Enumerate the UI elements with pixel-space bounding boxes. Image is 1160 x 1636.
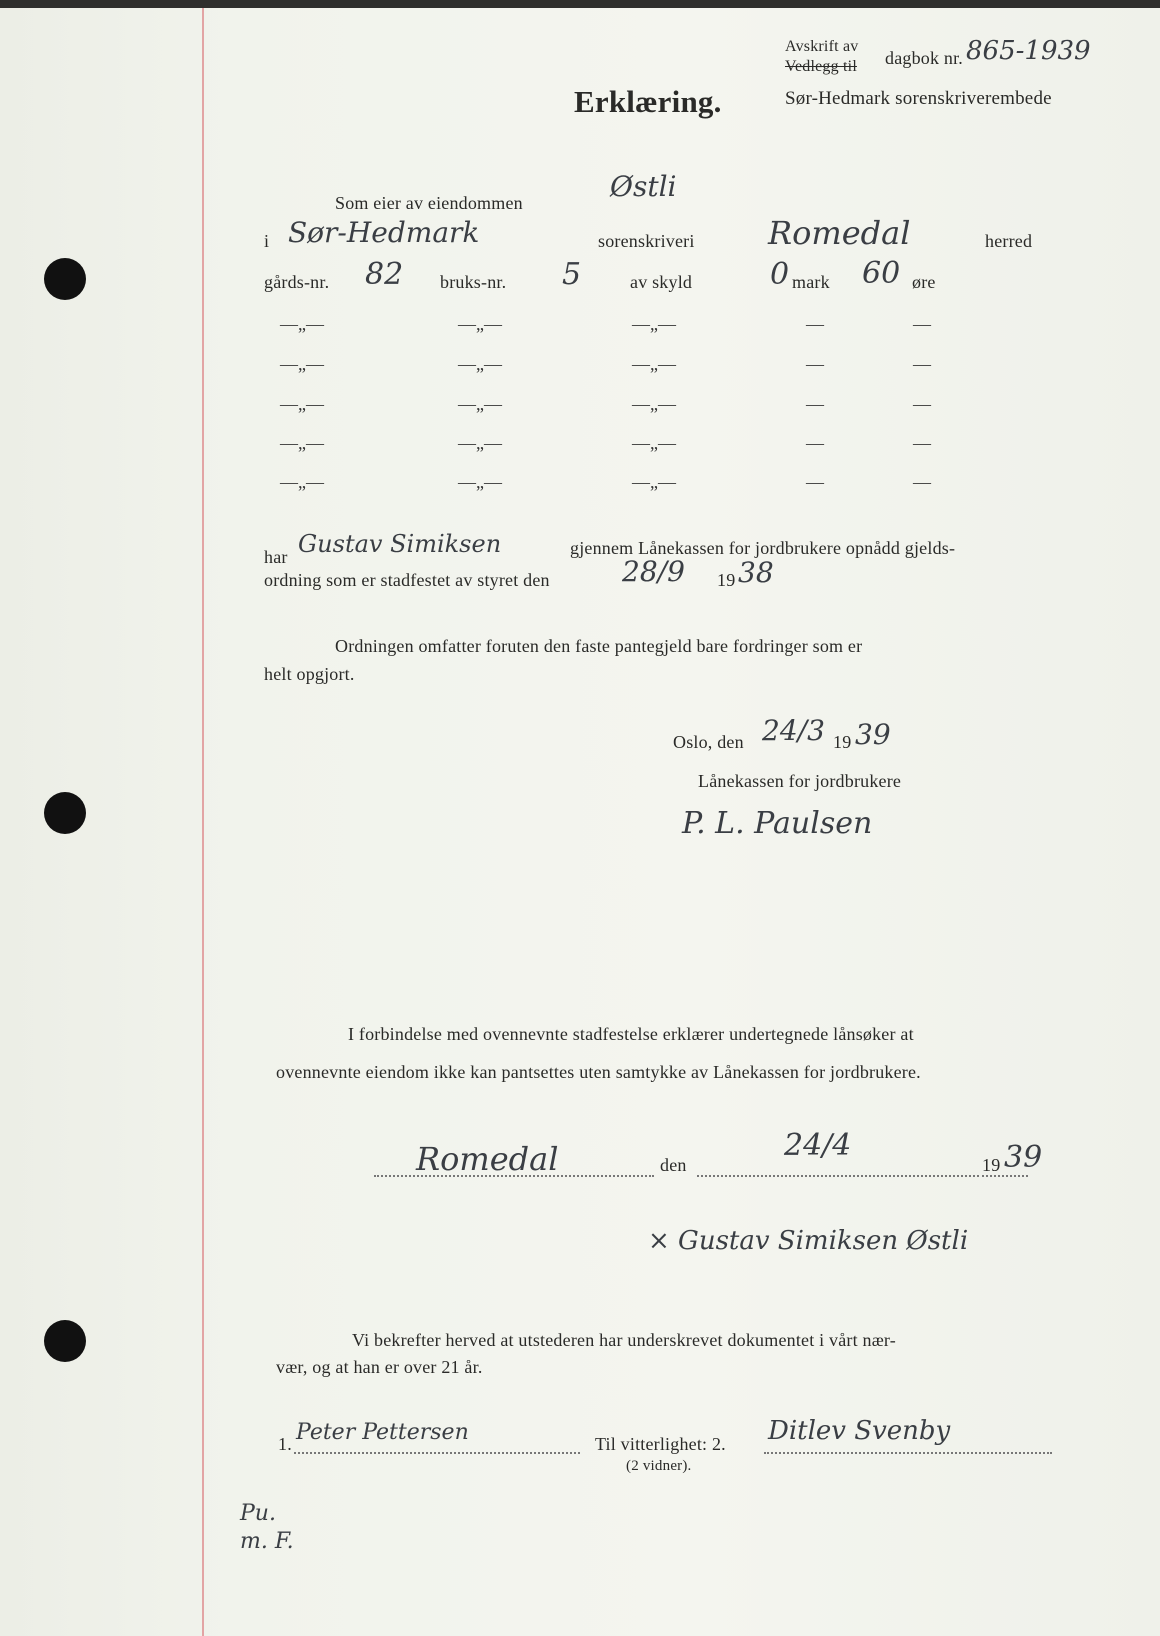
herred-name: Romedal bbox=[768, 214, 911, 252]
scan-top-edge bbox=[0, 0, 1160, 8]
agreement-line1: gjennem Lånekassen for jordbrukere opnådd gjelds- bbox=[570, 538, 956, 558]
dash-cell: — bbox=[913, 394, 931, 414]
skyld-value: 0 bbox=[770, 257, 790, 292]
dash-cell: — bbox=[913, 314, 931, 334]
oslo-year-suffix: 39 bbox=[855, 718, 891, 751]
agreement-year-prefix: 19 bbox=[717, 570, 736, 590]
dash-cell: — bbox=[806, 433, 824, 453]
dash-cell: —„— bbox=[632, 433, 676, 453]
declaration-line2: ovennevnte eiendom ikke kan pantsettes uten samtykke av Lånekassen for jordbrukere. bbox=[276, 1062, 921, 1082]
date-dotted-line bbox=[697, 1175, 979, 1177]
dash-cell: —„— bbox=[632, 394, 676, 414]
bruks-value: 5 bbox=[562, 257, 582, 292]
avskrift-label: Avskrift av bbox=[785, 38, 859, 55]
i-label: i bbox=[264, 231, 270, 251]
mark-value: 60 bbox=[862, 256, 901, 291]
oslo-org: Lånekassen for jordbrukere bbox=[698, 771, 902, 791]
dash-cell: — bbox=[913, 354, 931, 374]
property-name: Østli bbox=[610, 170, 677, 203]
til-vitterlighet-label: Til vitterlighet: 2. bbox=[595, 1434, 726, 1454]
dagbok-number: 865-1939 bbox=[966, 36, 1091, 66]
office-name: Sør-Hedmark sorenskriverembede bbox=[785, 88, 1052, 109]
declarant-signature: × Gustav Simiksen Østli bbox=[648, 1226, 969, 1256]
witness1-signature: Peter Pettersen bbox=[296, 1420, 469, 1445]
oslo-place: Oslo, den bbox=[673, 732, 744, 752]
margin-rule bbox=[202, 8, 204, 1636]
dash-cell: —„— bbox=[632, 354, 676, 374]
document-title: Erklæring. bbox=[574, 84, 722, 119]
dash-cell: —„— bbox=[280, 314, 324, 334]
witness-line2: vær, og at han er over 21 år. bbox=[276, 1357, 483, 1377]
witness2-signature: Ditlev Svenby bbox=[768, 1416, 951, 1446]
sorenskriveri-label: sorenskriveri bbox=[598, 231, 695, 251]
dash-cell: — bbox=[913, 433, 931, 453]
skyld-label: av skyld bbox=[630, 272, 693, 292]
oslo-date: 24/3 bbox=[762, 714, 825, 747]
bruks-label: bruks-nr. bbox=[440, 272, 507, 292]
scope-line2: helt opgjort. bbox=[264, 664, 355, 684]
agreement-date: 28/9 bbox=[622, 555, 685, 588]
vidner-label: (2 vidner). bbox=[626, 1458, 692, 1474]
oslo-signature: P. L. Paulsen bbox=[682, 806, 873, 841]
dash-cell: —„— bbox=[632, 314, 676, 334]
gards-value: 82 bbox=[365, 257, 404, 292]
punch-hole bbox=[44, 792, 86, 834]
gards-label: gårds-nr. bbox=[264, 272, 330, 292]
margin-note: Pu. m. F. bbox=[240, 1501, 294, 1554]
witness2-dotted-line bbox=[764, 1452, 1052, 1454]
herred-label: herred bbox=[985, 231, 1033, 251]
vedlegg-label: Vedlegg til bbox=[785, 58, 857, 75]
declaration-den: den bbox=[660, 1155, 687, 1175]
declaration-year-suffix: 39 bbox=[1004, 1140, 1043, 1175]
dash-cell: —„— bbox=[458, 472, 502, 492]
witness1-dotted-line bbox=[294, 1452, 580, 1454]
witness-num1: 1. bbox=[278, 1434, 292, 1454]
declaration-date: 24/4 bbox=[784, 1128, 852, 1163]
scope-line1: Ordningen omfatter foruten den faste pantegjeld bare fordringer som er bbox=[335, 636, 863, 656]
punch-hole bbox=[44, 258, 86, 300]
punch-hole bbox=[44, 1320, 86, 1362]
dash-cell: —„— bbox=[280, 394, 324, 414]
dash-cell: —„— bbox=[458, 433, 502, 453]
dagbok-label: dagbok nr. bbox=[885, 48, 963, 68]
dash-cell: —„— bbox=[280, 472, 324, 492]
agreement-line2: ordning som er stadfestet av styret den bbox=[264, 570, 550, 590]
agreement-year-suffix: 38 bbox=[738, 556, 774, 589]
dash-cell: — bbox=[806, 394, 824, 414]
dash-cell: —„— bbox=[280, 354, 324, 374]
ore-label: øre bbox=[912, 272, 936, 292]
witness-line1: Vi bekrefter herved at utstederen har underskrevet dokumentet i vårt nær- bbox=[352, 1330, 896, 1350]
dash-cell: —„— bbox=[458, 314, 502, 334]
district-name: Sør-Hedmark bbox=[288, 216, 480, 249]
dash-cell: —„— bbox=[280, 433, 324, 453]
person-name: Gustav Simiksen bbox=[298, 530, 502, 558]
har-label: har bbox=[264, 547, 288, 567]
dash-cell: — bbox=[806, 472, 824, 492]
declaration-year-prefix: 19 bbox=[982, 1155, 1001, 1175]
property-intro: Som eier av eiendommen bbox=[335, 193, 523, 213]
declaration-place: Romedal bbox=[416, 1140, 559, 1178]
dash-cell: — bbox=[806, 354, 824, 374]
oslo-year-prefix: 19 bbox=[833, 732, 852, 752]
dash-cell: —„— bbox=[458, 354, 502, 374]
declaration-line1: I forbindelse med ovennevnte stadfestelse erklærer undertegnede lånsøker at bbox=[348, 1024, 914, 1044]
dash-cell: — bbox=[806, 314, 824, 334]
dash-cell: —„— bbox=[632, 472, 676, 492]
year-dotted-line bbox=[982, 1175, 1028, 1177]
dash-cell: — bbox=[913, 472, 931, 492]
mark-label: mark bbox=[792, 272, 830, 292]
dash-cell: —„— bbox=[458, 394, 502, 414]
